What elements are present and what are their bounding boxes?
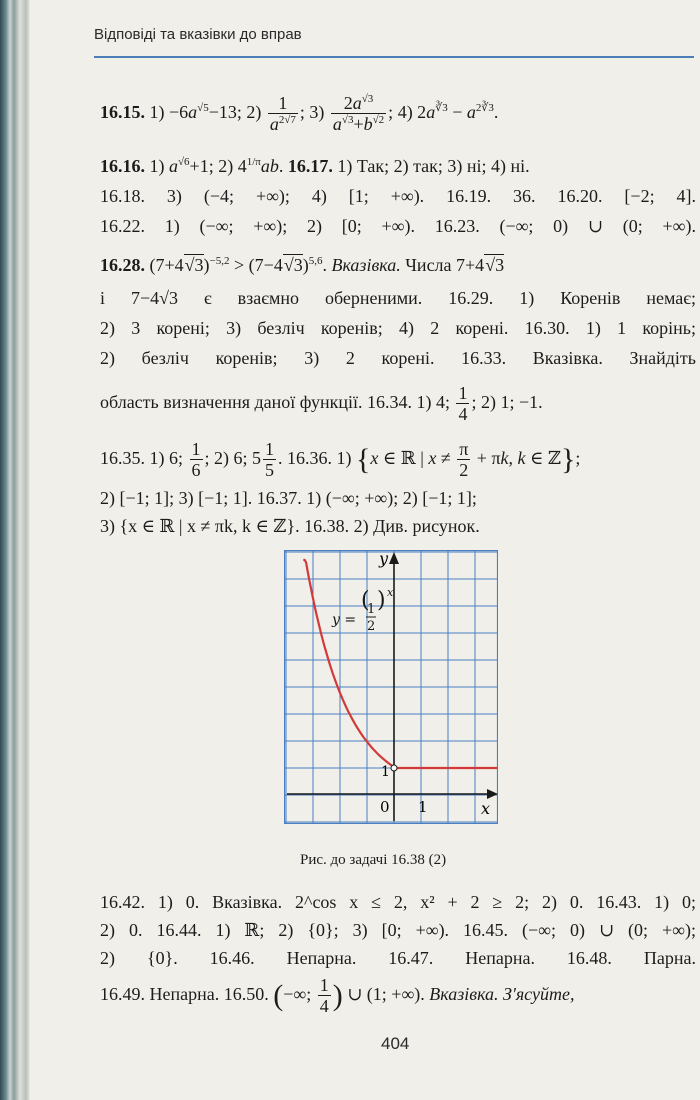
text-run: −13; 2)	[208, 102, 262, 122]
fraction: $\frac{1}{a^{2√7}}$	[269, 93, 296, 135]
answers-text-lower	[100, 890, 696, 1017]
fraction-num: 1	[367, 602, 376, 617]
text-run: Вказівка. З'ясуйте,	[429, 984, 575, 1004]
text-run: 16.35. 1) 6;	[100, 448, 183, 468]
line-7: 2) 3 корені; 3) безліч коренів; 4) 2 корені. 16.30. 1) 1 корінь;	[100, 318, 696, 338]
fraction: $\frac{1}{4}$	[458, 383, 468, 425]
fraction-den: 2	[367, 619, 376, 634]
x-one-label: 1	[418, 798, 428, 816]
line-16-28: 16.28. $(7+4√3)^{-5,2} > (7-4√3)^{5,6}$. Вказівка. Числа 7+4√3	[100, 255, 505, 275]
line-11: 2) [−1; 1]; 3) [−1; 1]. 16.37. 1) (−∞; +∞); 2) [−1; 1];	[100, 488, 477, 508]
line-3: 16.18. 3) (−4; +∞); 4) [1; +∞). 16.19. 36. 16.20. [−2; 4].	[100, 186, 696, 206]
fraction: $\frac{1}{5}$	[265, 439, 275, 481]
x-axis-label: x	[481, 799, 491, 818]
answer-number: 16.16.	[100, 156, 145, 176]
text-run: ∪ (1; +∞).	[347, 984, 425, 1004]
text-run: область визначення даної функції. 16.34. 1) 4;	[100, 392, 450, 412]
fraction: $\frac{1}{4}$	[319, 975, 329, 1017]
function-label-text: y =	[332, 612, 357, 628]
answer-number: 16.17.	[287, 156, 333, 176]
line-12: 3) {x ∈ ℝ | x ≠ πk, k ∈ ℤ}. 16.38. 2) Див. рисунок.	[100, 516, 480, 536]
text-run: +1; 2) 4	[189, 156, 247, 176]
line-16-35: 16.35. 1) 6; $\frac{1}{6}$ ; 2) 6; 5 $\frac{1}{5}$ . 16.36. 1) {x ∈ ℝ | x ≠ $\frac{\pi}{2}$ + πk, k ∈ ℤ};	[100, 439, 581, 481]
line-15: 2) {0}. 16.46. Непарна. 16.47. Непарна. 16.48. Парна.	[100, 948, 696, 968]
paren-close: )	[377, 588, 386, 613]
text-run: 3)	[309, 102, 325, 122]
text-run: 1)	[149, 156, 165, 176]
paren-open: (	[361, 588, 370, 613]
line-13: 16.42. 1) 0. Вказівка. 2^cos x ≤ 2, x² + 2 ≥ 2; 2) 0. 16.43. 1) 0;	[100, 892, 696, 912]
line-16-16: 16.16. 1) $a^{√6}+1$; 2) $4^{1/\pi}ab$. 16.17. 1) Так; 2) так; 3) ні; 4) ні.	[100, 156, 530, 176]
y-axis-label: y	[379, 550, 389, 568]
text-run: 16.49. Непарна. 16.50.	[100, 984, 269, 1004]
line-8: 2) безліч коренів; 3) 2 корені. 16.33. Вказівка. Знайдіть	[100, 348, 696, 368]
text-run: Числа 7+4	[405, 255, 485, 275]
line-14: 2) 0. 16.44. 1) ℝ; 2) {0}; 3) [0; +∞). 16.45. (−∞; 0) ∪ (0; +∞);	[100, 920, 696, 940]
fraction: $\frac{2a^{√3}}{a^{√3}+b^{√2}}$	[332, 93, 385, 135]
text-run: 1) −6	[149, 102, 189, 122]
text-run: 2) 6; 5	[214, 448, 262, 468]
fraction: $\frac{1}{6}$	[191, 439, 201, 481]
line-6: і 7−4√3 є взаємно оберненими. 16.29. 1) Коренів немає;	[100, 288, 696, 308]
x-axis-arrow	[487, 789, 498, 799]
text-run: 2) 1; −1.	[481, 392, 543, 412]
running-header: Відповіді та вказівки до вправ	[94, 26, 302, 43]
point-0-1	[391, 765, 397, 771]
y-axis-arrow	[389, 552, 399, 564]
answer-number: 16.15.	[100, 102, 145, 122]
origin-label: 0	[380, 798, 390, 816]
line-16-15: 16.15. $1) -6a^{√5}-13$; 2) $\frac{1}{a^{2√7}}$ ; 3) $\frac{2a^{√3}}{a^{√3}+b^{√2}}$ ; 4) $2a^{∛3} - a^{2∛3}$.	[100, 93, 499, 135]
line-4: 16.22. 1) (−∞; +∞); 2) [0; +∞). 16.23. (−∞; 0) ∪ (0; +∞).	[100, 216, 696, 236]
exponent: x	[387, 586, 394, 599]
header-rule	[94, 56, 694, 58]
line-16-34: область визначення даної функції. 16.34. 1) 4; $\frac{1}{4}$ ; 2) 1; −1.	[100, 383, 543, 425]
answers-text	[100, 90, 696, 536]
graph-figure	[284, 550, 498, 824]
page-number: 404	[381, 1034, 410, 1053]
hint-label: Вказівка.	[331, 255, 401, 275]
text-run: 16.36. 1)	[287, 448, 352, 468]
y-one-label: 1	[381, 764, 390, 780]
book-spine	[0, 0, 30, 1100]
line-16: 16.49. Непарна. 16.50. (−∞; $\frac{1}{4}$ ) ∪ (1; +∞). Вказівка. З'ясуйте,	[100, 975, 575, 1017]
text-run: 1) Так; 2) так; 3) ні; 4) ні.	[337, 156, 530, 176]
figure-caption: Рис. до задачі 16.38 (2)	[300, 852, 447, 868]
text-run: 4) 2	[397, 102, 427, 122]
answer-number: 16.28.	[100, 255, 145, 275]
fraction: $\frac{\pi}{2}$	[459, 439, 469, 481]
